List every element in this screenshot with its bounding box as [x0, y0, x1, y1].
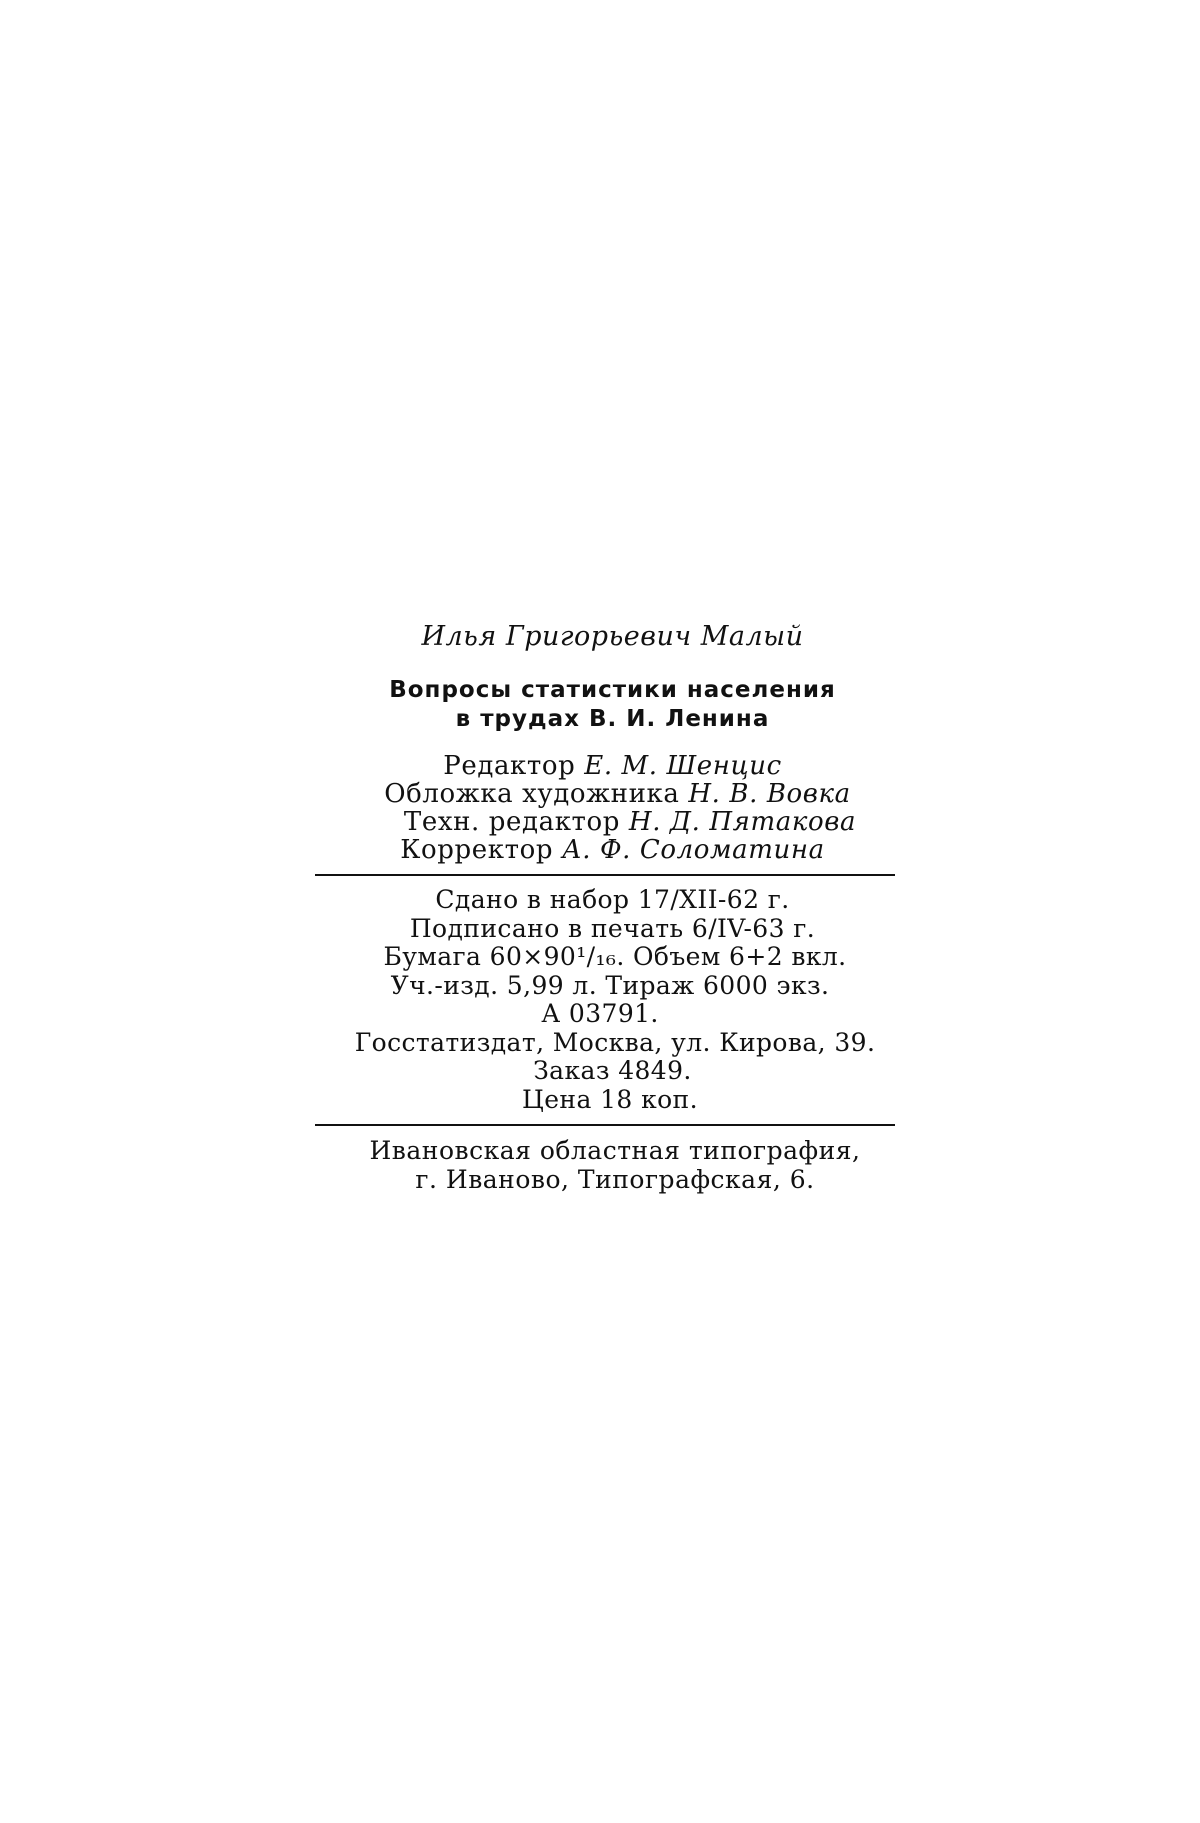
- credit-proofreader: [325, 836, 900, 864]
- publication-info-line: Уч.-изд. 5,99 л. Тираж 6000 экз.: [390, 970, 830, 1000]
- printer-line: г. Иваново, Типографская, 6.: [415, 1165, 815, 1194]
- credit-name: Е. М. Шенцис: [584, 751, 782, 781]
- publication-info-line: Бумага 60×90¹/₁₆. Объем 6+2 вкл.: [383, 942, 847, 971]
- credit-tech-editor: [360, 808, 900, 836]
- imprint-block: [300, 620, 900, 1194]
- divider-rule: [315, 1124, 895, 1126]
- publication-info-line: Сдано в набор 17/XII-62 г.: [435, 885, 790, 914]
- publication-info-line: Цена 18 коп.: [522, 1084, 698, 1114]
- credit-name: Н. В. Вовка: [688, 779, 851, 809]
- credit-cover-artist: [335, 780, 900, 808]
- publication-info-line: Заказ 4849.: [533, 1056, 692, 1085]
- book-title: [325, 676, 900, 734]
- printer-line: Ивановская областная типография,: [369, 1136, 861, 1165]
- credit-role: Редактор: [443, 751, 576, 781]
- credit-role: Корректор: [400, 835, 554, 865]
- publication-info-line: Подписано в печать 6/IV-63 г.: [409, 913, 816, 943]
- divider-rule: [315, 874, 895, 876]
- publication-info-line: Госстатиздат, Москва, ул. Кирова, 39.: [354, 1027, 876, 1057]
- publication-info-line: А 03791.: [541, 999, 659, 1028]
- author-name: Илья Григорьевич Малый: [421, 621, 804, 652]
- credit-name: Н. Д. Пятакова: [628, 807, 857, 837]
- credit-name: А. Ф. Соломатина: [561, 835, 825, 865]
- book-title-line: Вопросы статистики населения: [389, 677, 836, 703]
- book-title-line: в трудах В. И. Ленина: [455, 706, 770, 732]
- credit-role: Техн. редактор: [403, 807, 621, 837]
- credit-editor: [325, 752, 900, 780]
- credit-role: Обложка художника: [384, 779, 680, 809]
